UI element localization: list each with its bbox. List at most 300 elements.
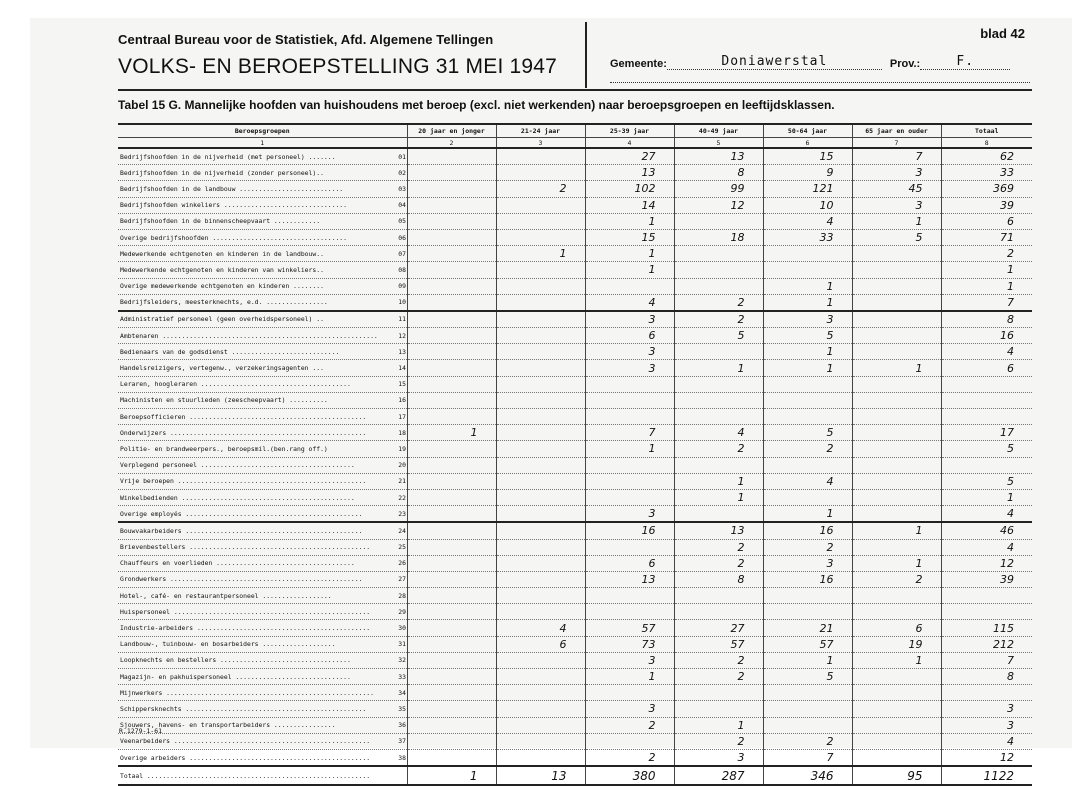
value-cell — [941, 604, 1032, 620]
value-cell — [496, 522, 585, 539]
value-cell — [496, 701, 585, 717]
value-cell — [674, 246, 763, 262]
value-cell — [763, 246, 852, 262]
value-cell: 12 — [941, 555, 1032, 571]
table-row — [118, 717, 1032, 733]
row-label: Vrije beroepen ................................................. — [120, 477, 367, 486]
row-label-cell — [118, 213, 407, 229]
value-cell: 71 — [941, 229, 1032, 245]
row-label: Bedrijfshoofden in de landbouw ........................... — [120, 184, 344, 193]
column-number: 2 — [407, 138, 496, 149]
value-cell — [407, 197, 496, 213]
value-cell — [674, 376, 763, 392]
value-cell: 6 — [496, 636, 585, 652]
row-label-cell — [118, 197, 407, 213]
row-label-cell — [118, 360, 407, 376]
value-cell — [496, 571, 585, 587]
value-cell — [852, 328, 941, 344]
value-cell — [763, 409, 852, 425]
row-label: Leraren, hoogleraren ....................................... — [120, 380, 351, 389]
value-cell — [496, 311, 585, 328]
row-code: 15 — [398, 380, 406, 389]
value-cell — [496, 360, 585, 376]
row-label: Huispersoneel ................................................... — [120, 607, 371, 616]
municipality-label: Gemeente: — [610, 58, 667, 70]
value-cell — [496, 376, 585, 392]
value-cell: 14 — [585, 197, 674, 213]
column-header: Beroepsgroepen — [118, 124, 407, 138]
row-code: 12 — [398, 331, 406, 340]
value-cell: 73 — [585, 636, 674, 652]
row-code: 30 — [398, 624, 406, 633]
table-row — [118, 311, 1032, 328]
value-cell: 57 — [585, 620, 674, 636]
value-cell: 57 — [674, 636, 763, 652]
value-cell: 27 — [674, 620, 763, 636]
value-cell: 1 — [585, 213, 674, 229]
row-label: Loopknechts en bestellers .................................. — [120, 656, 351, 665]
value-cell — [585, 539, 674, 555]
row-code: 35 — [398, 704, 406, 713]
column-header: 25-39 jaar — [585, 124, 674, 138]
value-cell: 1 — [763, 506, 852, 523]
row-code: 06 — [398, 233, 406, 242]
value-cell: 4 — [674, 425, 763, 441]
column-number: 1 — [118, 138, 407, 149]
value-cell: 4 — [941, 539, 1032, 555]
row-label: Schippersknechts ............................................... — [120, 704, 367, 713]
header-divider — [585, 22, 587, 88]
row-label: Politie- en brandweerpers., beroepsmil.(ben.rang off.) — [120, 444, 328, 453]
value-cell — [852, 685, 941, 701]
value-cell — [763, 489, 852, 505]
value-cell — [407, 539, 496, 555]
row-label: Bouwvakarbeiders .............................................. — [120, 526, 363, 535]
row-label-cell — [118, 652, 407, 668]
value-cell: 39 — [941, 571, 1032, 587]
row-code: 13 — [398, 347, 406, 356]
row-label-cell — [118, 701, 407, 717]
row-label: Beroepsofficieren .............................................. — [120, 412, 367, 421]
value-cell: 1 — [852, 213, 941, 229]
table-row — [118, 213, 1032, 229]
row-label-cell — [118, 733, 407, 749]
value-cell: 1 — [674, 717, 763, 733]
table-row — [118, 636, 1032, 652]
row-code: 38 — [398, 753, 406, 762]
value-cell: 8 — [674, 165, 763, 181]
row-label: Handelsreizigers, vertegenw., verzekeringsagenten ... — [120, 364, 324, 373]
row-label: Hotel-, café- en restaurantpersoneel .................. — [120, 591, 332, 600]
header-dotted-line — [610, 82, 1030, 83]
row-label-cell — [118, 685, 407, 701]
row-label: Medewerkende echtgenoten en kinderen in de landbouw.. — [120, 249, 324, 258]
value-cell: 2 — [674, 311, 763, 328]
value-cell: 2 — [585, 717, 674, 733]
row-code: 28 — [398, 591, 406, 600]
value-cell: 10 — [763, 197, 852, 213]
value-cell — [674, 409, 763, 425]
form-number: R.1279-1-61 — [119, 727, 163, 735]
row-code: 29 — [398, 607, 406, 616]
value-cell: 115 — [941, 620, 1032, 636]
value-cell: 3 — [763, 311, 852, 328]
value-cell: 15 — [763, 148, 852, 165]
row-label-cell — [118, 246, 407, 262]
value-cell: 16 — [763, 522, 852, 539]
row-label-cell — [118, 148, 407, 165]
value-cell — [941, 457, 1032, 473]
value-cell: 7 — [585, 425, 674, 441]
row-label: Industrie-arbeiders ............................................. — [120, 624, 371, 633]
table-row — [118, 360, 1032, 376]
row-label-cell — [118, 181, 407, 197]
value-cell — [674, 506, 763, 523]
value-cell: 21 — [763, 620, 852, 636]
row-label-cell — [118, 457, 407, 473]
value-cell: 3 — [674, 749, 763, 766]
value-cell: 4 — [763, 213, 852, 229]
row-label: Bedrijfsleiders, meesterknechts, e.d. ................ — [120, 298, 328, 307]
column-number: 6 — [763, 138, 852, 149]
value-cell — [407, 229, 496, 245]
value-cell — [407, 522, 496, 539]
value-cell — [585, 409, 674, 425]
row-code: 21 — [398, 477, 406, 486]
row-label: Totaal .......................................................... — [120, 771, 371, 780]
value-cell: 39 — [941, 197, 1032, 213]
value-cell — [763, 685, 852, 701]
value-cell — [852, 392, 941, 408]
value-cell — [674, 213, 763, 229]
value-cell — [852, 539, 941, 555]
value-cell: 7 — [852, 148, 941, 165]
value-cell: 5 — [763, 669, 852, 685]
value-cell — [407, 701, 496, 717]
table-row — [118, 733, 1032, 749]
row-label-cell — [118, 409, 407, 425]
row-label-cell — [118, 376, 407, 392]
row-label: Medewerkende echtgenoten en kinderen van winkeliers.. — [120, 265, 324, 274]
value-cell: 1 — [763, 294, 852, 311]
value-cell: 3 — [585, 311, 674, 328]
value-cell — [674, 685, 763, 701]
value-cell: 2 — [674, 733, 763, 749]
value-cell — [496, 539, 585, 555]
column-header: 65 jaar en ouder — [852, 124, 941, 138]
row-code: 31 — [398, 640, 406, 649]
value-cell — [496, 733, 585, 749]
row-label: Overige employés .............................................. — [120, 509, 363, 518]
row-code: 24 — [398, 526, 406, 535]
value-cell — [852, 749, 941, 766]
table-row — [118, 473, 1032, 489]
row-label: Bedrijfshoofden in de nijverheid (met personeel) ....... — [120, 152, 336, 161]
value-cell — [407, 294, 496, 311]
table-row — [118, 392, 1032, 408]
value-cell — [407, 246, 496, 262]
value-cell: 45 — [852, 181, 941, 197]
row-label: Mijnwerkers ...................................................... — [120, 688, 374, 697]
value-cell — [496, 328, 585, 344]
row-label: Sjouwers, havens- en transportarbeiders ................ — [120, 721, 336, 730]
value-cell: 5 — [763, 328, 852, 344]
value-cell: 12 — [941, 749, 1032, 766]
value-cell: 3 — [585, 701, 674, 717]
row-label-cell — [118, 473, 407, 489]
value-cell: 212 — [941, 636, 1032, 652]
value-cell — [407, 489, 496, 505]
value-cell — [407, 636, 496, 652]
value-cell — [852, 409, 941, 425]
value-cell: 8 — [674, 571, 763, 587]
value-cell: 4 — [941, 506, 1032, 523]
row-code: 37 — [398, 737, 406, 746]
value-cell: 3 — [941, 717, 1032, 733]
value-cell: 62 — [941, 148, 1032, 165]
value-cell: 1 — [852, 360, 941, 376]
value-cell: 2 — [674, 555, 763, 571]
value-cell: 2 — [763, 733, 852, 749]
value-cell: 1 — [407, 425, 496, 441]
total-row — [118, 766, 1032, 785]
value-cell — [496, 604, 585, 620]
value-cell — [496, 148, 585, 165]
column-number: 3 — [496, 138, 585, 149]
value-cell: 16 — [941, 328, 1032, 344]
table-row — [118, 278, 1032, 294]
value-cell: 1 — [407, 766, 496, 785]
value-cell — [496, 278, 585, 294]
value-cell: 1 — [852, 652, 941, 668]
value-cell — [763, 262, 852, 278]
row-code: 09 — [398, 282, 406, 291]
table-row — [118, 425, 1032, 441]
table-row — [118, 588, 1032, 604]
row-label: Magazijn- en pakhuispersoneel .............................. — [120, 672, 351, 681]
value-cell — [407, 669, 496, 685]
occupation-age-table — [118, 123, 1032, 786]
value-cell: 7 — [941, 294, 1032, 311]
value-cell — [496, 685, 585, 701]
value-cell — [852, 604, 941, 620]
row-code: 05 — [398, 217, 406, 226]
value-cell: 2 — [941, 246, 1032, 262]
table-row — [118, 229, 1032, 245]
row-code: 33 — [398, 672, 406, 681]
row-code: 34 — [398, 688, 406, 697]
column-header: 20 jaar en jonger — [407, 124, 496, 138]
row-label-cell — [118, 489, 407, 505]
value-cell: 16 — [585, 522, 674, 539]
row-label-cell — [118, 328, 407, 344]
value-cell: 2 — [674, 652, 763, 668]
value-cell: 5 — [941, 441, 1032, 457]
value-cell: 380 — [585, 766, 674, 785]
value-cell: 57 — [763, 636, 852, 652]
value-cell — [496, 506, 585, 523]
value-cell: 1 — [941, 262, 1032, 278]
value-cell — [407, 181, 496, 197]
table-row — [118, 344, 1032, 360]
value-cell: 1 — [941, 278, 1032, 294]
row-label-cell — [118, 636, 407, 652]
table-row — [118, 539, 1032, 555]
value-cell — [496, 213, 585, 229]
value-cell: 4 — [496, 620, 585, 636]
value-cell — [852, 669, 941, 685]
value-cell — [407, 392, 496, 408]
value-cell: 1 — [674, 489, 763, 505]
value-cell: 1 — [763, 360, 852, 376]
value-cell — [496, 717, 585, 733]
row-label: Bedienaars van de godsdienst ............................ — [120, 347, 340, 356]
value-cell: 1 — [941, 489, 1032, 505]
value-cell — [852, 457, 941, 473]
value-cell — [407, 733, 496, 749]
value-cell: 9 — [763, 165, 852, 181]
column-header: Totaal — [941, 124, 1032, 138]
row-code: 08 — [398, 265, 406, 274]
table-body — [118, 148, 1032, 785]
column-header: 40-49 jaar — [674, 124, 763, 138]
value-cell: 3 — [852, 165, 941, 181]
value-cell — [407, 278, 496, 294]
value-cell — [674, 701, 763, 717]
row-label: Onderwijzers ................................................... — [120, 428, 367, 437]
value-cell — [852, 441, 941, 457]
value-cell — [496, 489, 585, 505]
value-cell: 121 — [763, 181, 852, 197]
value-cell: 13 — [674, 148, 763, 165]
value-cell — [585, 489, 674, 505]
row-label-cell — [118, 441, 407, 457]
value-cell: 13 — [585, 165, 674, 181]
row-code: 02 — [398, 168, 406, 177]
municipality-value: Doniawerstal — [667, 54, 882, 70]
value-cell — [407, 652, 496, 668]
column-header: 50-64 jaar — [763, 124, 852, 138]
value-cell — [674, 588, 763, 604]
value-cell — [585, 473, 674, 489]
column-header: 21-24 jaar — [496, 124, 585, 138]
value-cell: 6 — [941, 360, 1032, 376]
value-cell: 17 — [941, 425, 1032, 441]
row-label-cell — [118, 620, 407, 636]
value-cell: 2 — [674, 441, 763, 457]
value-cell — [496, 344, 585, 360]
value-cell: 3 — [585, 360, 674, 376]
value-cell — [763, 717, 852, 733]
row-label-cell — [118, 425, 407, 441]
value-cell — [407, 457, 496, 473]
row-code: 20 — [398, 461, 406, 470]
value-cell — [407, 717, 496, 733]
value-cell — [496, 588, 585, 604]
value-cell: 13 — [674, 522, 763, 539]
row-label-cell — [118, 522, 407, 539]
column-number: 8 — [941, 138, 1032, 149]
form-header — [118, 32, 578, 79]
row-code: 19 — [398, 444, 406, 453]
table-row — [118, 457, 1032, 473]
table-row — [118, 571, 1032, 587]
row-label: Bedrijfshoofden in de binnenscheepvaart ............ — [120, 217, 321, 226]
value-cell — [407, 409, 496, 425]
value-cell: 1 — [585, 246, 674, 262]
table-row — [118, 604, 1032, 620]
value-cell: 2 — [674, 669, 763, 685]
value-cell — [407, 571, 496, 587]
value-cell — [674, 457, 763, 473]
row-label-cell — [118, 311, 407, 328]
row-code: 18 — [398, 428, 406, 437]
row-code: 23 — [398, 509, 406, 518]
row-code: 27 — [398, 575, 406, 584]
value-cell — [585, 278, 674, 294]
value-cell — [674, 262, 763, 278]
table-row — [118, 246, 1032, 262]
row-label: Ambtenaren ........................................................ — [120, 331, 378, 340]
value-cell — [674, 278, 763, 294]
value-cell: 99 — [674, 181, 763, 197]
value-cell: 46 — [941, 522, 1032, 539]
value-cell: 1 — [852, 522, 941, 539]
value-cell: 1 — [674, 360, 763, 376]
value-cell — [941, 588, 1032, 604]
value-cell — [496, 555, 585, 571]
row-label: Winkelbedienden ............................................. — [120, 493, 355, 502]
value-cell — [407, 148, 496, 165]
table-row — [118, 328, 1032, 344]
row-label-cell — [118, 506, 407, 523]
value-cell — [941, 409, 1032, 425]
value-cell: 2 — [763, 539, 852, 555]
value-cell: 2 — [763, 441, 852, 457]
value-cell: 369 — [941, 181, 1032, 197]
value-cell: 8 — [941, 311, 1032, 328]
value-cell — [852, 376, 941, 392]
table-row — [118, 749, 1032, 766]
value-cell — [407, 604, 496, 620]
value-cell — [585, 588, 674, 604]
value-cell: 7 — [941, 652, 1032, 668]
value-cell: 19 — [852, 636, 941, 652]
value-cell — [407, 620, 496, 636]
row-label: Overige bedrijfshoofden ................................... — [120, 233, 348, 242]
value-cell: 1 — [496, 246, 585, 262]
row-label-cell — [118, 555, 407, 571]
value-cell — [407, 441, 496, 457]
table-row — [118, 262, 1032, 278]
value-cell: 33 — [763, 229, 852, 245]
organization-name: Centraal Bureau voor de Statistiek, Afd. Algemene Tellingen — [118, 32, 494, 47]
row-code: 36 — [398, 721, 406, 730]
municipality-line — [610, 54, 1030, 70]
value-cell: 95 — [852, 766, 941, 785]
value-cell — [407, 360, 496, 376]
row-code: 26 — [398, 559, 406, 568]
row-code: 03 — [398, 184, 406, 193]
value-cell — [496, 473, 585, 489]
value-cell: 5 — [852, 229, 941, 245]
value-cell — [941, 685, 1032, 701]
row-code: 04 — [398, 201, 406, 210]
value-cell: 13 — [496, 766, 585, 785]
row-label: Chauffeurs en voerlieden .................................... — [120, 559, 355, 568]
value-cell — [763, 701, 852, 717]
row-label-cell — [118, 344, 407, 360]
